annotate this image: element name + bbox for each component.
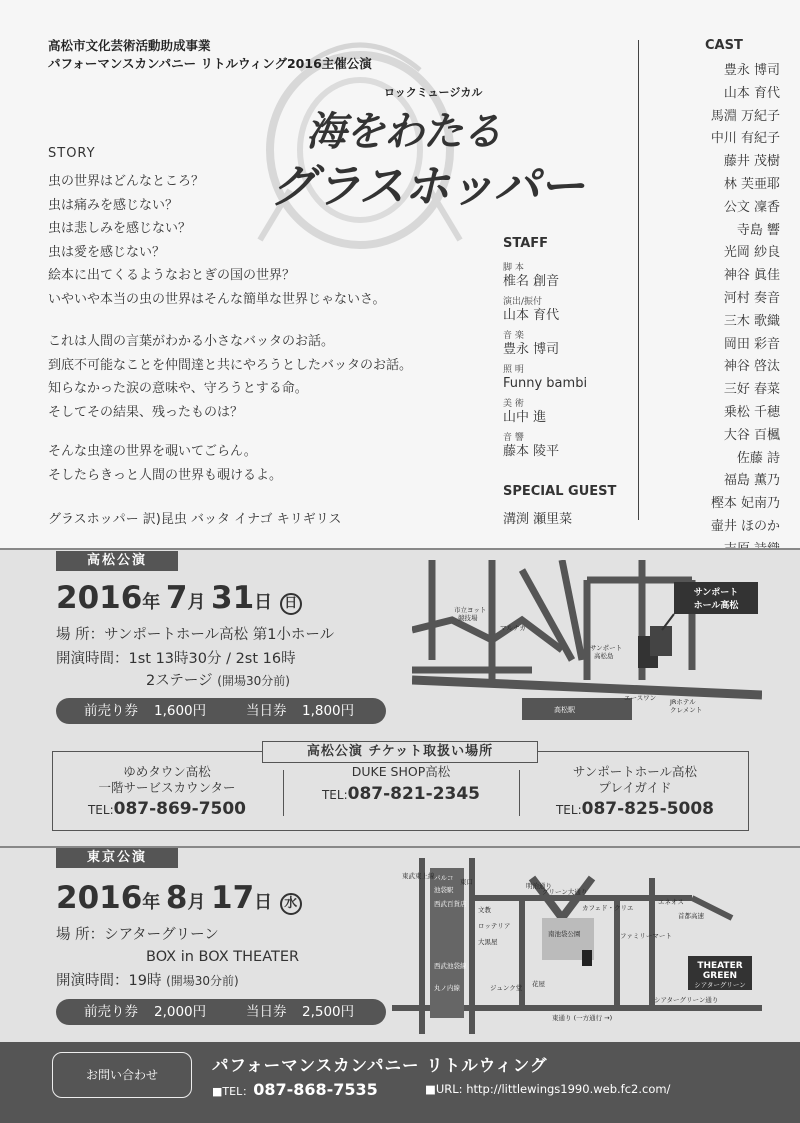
staff-name: 藤本 陵平 <box>503 444 560 459</box>
map-label: 丸ノ内線 <box>434 984 460 992</box>
outlet-name: サンポートホール高松 <box>572 764 698 779</box>
cast-member: 壷井 ほのか <box>710 518 780 534</box>
cast-member: 福島 薫乃 <box>723 473 780 489</box>
date-month-unit: 月 <box>187 892 206 913</box>
footer-url[interactable]: ■URL: http://littlewings1990.web.fc2.com/ <box>425 1082 671 1096</box>
staff-heading: STAFF <box>503 236 549 251</box>
story-line: いやいや本当の虫の世界はそんな簡単な世界じゃないさ。 <box>48 291 386 307</box>
map-label: 競技場 <box>458 614 478 622</box>
staff-role: 演出/振付 <box>503 297 543 307</box>
tokyo-venue2: BOX in BOX THEATER <box>146 949 300 965</box>
tokyo-date <box>56 880 302 916</box>
tel-number: 087-821-2345 <box>347 783 481 804</box>
map-venue-label: サンポート <box>693 588 739 598</box>
cast-member: 大谷 百楓 <box>723 427 780 443</box>
cast-member: 光岡 紗良 <box>723 245 780 261</box>
story-line: 絵本に出てくるようなおとぎの国の世界？ <box>48 268 296 284</box>
divider <box>519 770 520 816</box>
special-guest-name: 溝渕 瀬里菜 <box>503 512 573 527</box>
outlet-tel <box>521 799 749 819</box>
map-label: 池袋駅 <box>434 886 454 894</box>
cast-member: 神谷 眞佳 <box>723 268 780 284</box>
sponsor-line: 高松市文化芸術活動助成事業 <box>48 38 211 53</box>
weekday-badge: 日 <box>280 593 302 615</box>
advance-label: 前売り券 <box>84 1004 138 1020</box>
staff-role: 音 楽 <box>503 331 524 341</box>
date-month-unit: 月 <box>187 592 206 613</box>
ticket-outlets-box <box>52 751 749 831</box>
map-label: 南池袋公園 <box>548 930 581 938</box>
tel-label: ■TEL： <box>212 1085 254 1098</box>
takamatsu-venue: 場 所：サンポートホール高松 第1小ホール <box>56 627 335 643</box>
takamatsu-map <box>412 560 762 730</box>
story-line: 虫の世界はどんなところ？ <box>48 174 205 189</box>
time-value: 1st 13時30分 / 2st 16時 <box>128 651 296 667</box>
map-label: 東通り (一方通行 →) <box>552 1014 613 1022</box>
outlet-name: DUKE SHOP高松 <box>351 764 451 779</box>
organizer-line: パフォーマンスカンパニー リトルウィング2016主催公演 <box>48 56 372 71</box>
contact-button[interactable]: お問い合わせ <box>52 1052 192 1098</box>
map-label: 市立ヨット <box>454 606 487 614</box>
map-label: 高松駅 <box>554 706 575 714</box>
story-paragraph <box>48 440 478 487</box>
door-label: 当日券 <box>246 703 287 719</box>
footer-tel <box>212 1080 378 1099</box>
map-label: 花屋 <box>532 980 545 988</box>
date-month: 8 <box>165 880 188 916</box>
cast-member: 岡田 彩音 <box>723 336 780 352</box>
outlet-name-sub: プレイガイド <box>598 779 672 795</box>
tel-number: 087-825-5008 <box>581 799 715 819</box>
divider <box>283 770 284 816</box>
takamatsu-time2 <box>146 670 290 693</box>
map-label: 東武東上線 <box>402 872 435 880</box>
advance-price: 1,600円 <box>154 703 207 719</box>
time-label: 開演時間： <box>56 651 129 667</box>
story-line: 虫は愛を感じない？ <box>48 244 166 260</box>
map-label: JRホテル <box>670 698 696 706</box>
tokyo-venue: 場 所：シアターグリーン <box>56 927 219 943</box>
staff-role: 美 術 <box>503 399 524 409</box>
story-line: これは人間の言葉がわかる小さなバッタのお話。 <box>48 334 335 349</box>
map-venue-label: THEATER <box>697 961 743 971</box>
title-line1: 海をわたる <box>306 109 501 155</box>
staff-role: 音 響 <box>503 433 524 443</box>
cast-member: 寺島 響 <box>736 222 780 238</box>
door-price: 2,500円 <box>302 1004 355 1020</box>
staff-list <box>503 262 633 466</box>
date-year-unit: 年 <box>142 892 161 913</box>
map-label: エネオス <box>658 898 684 906</box>
footer-org: パフォーマンスカンパニー リトルウィング <box>212 1056 548 1075</box>
story-line: 虫は痛みを感じない？ <box>48 197 179 213</box>
map-label: 東口 <box>460 878 473 886</box>
weekday-badge: 水 <box>280 893 302 915</box>
map-label: パルコ <box>434 874 454 882</box>
staff-name: 椎名 創音 <box>503 274 560 289</box>
cast-member: 佐藤 詩 <box>736 450 780 466</box>
cast-member: 中川 有紀子 <box>710 131 780 147</box>
map-venue-label: シアターグリーン <box>694 981 746 989</box>
map-label: 高松島 <box>594 652 614 660</box>
map-label: 西武池袋線 <box>434 962 467 970</box>
advance-price: 2,000円 <box>154 1004 207 1020</box>
cast-heading: CAST <box>705 38 743 53</box>
takamatsu-price-bar <box>56 698 386 724</box>
tel-label: TEL: <box>321 787 348 802</box>
story-line: そしてその結果、残ったものは？ <box>48 404 244 420</box>
outlet-tel <box>53 799 281 819</box>
time-label: 開演時間： <box>56 973 129 989</box>
story-line: そしたらきっと人間の世界も覗けるよ。 <box>48 467 283 483</box>
staff-role: 脚 本 <box>503 263 524 273</box>
story-line: グラスホッパー 訳)昆虫 バッタ イナゴ キリギリス <box>48 512 342 527</box>
story-line: 知らなかった涙の意味や、守ろうとする命。 <box>48 381 308 397</box>
map-label: 文教 <box>478 906 491 914</box>
cast-list <box>640 60 780 584</box>
stages: 2ステージ <box>146 673 213 689</box>
staff-name: Funny bambi <box>503 376 588 391</box>
story-line: 虫は悲しみを感じない？ <box>48 221 192 237</box>
ticket-outlet <box>53 764 281 824</box>
ticket-outlet <box>521 764 749 824</box>
map-label: サンポート <box>590 644 623 652</box>
story-paragraph <box>48 170 478 312</box>
title-line2: グラスホッパー <box>270 159 584 213</box>
date-year: 2016 <box>56 580 143 616</box>
time-value: 19時 <box>128 973 162 989</box>
story-line: そんな虫達の世界を覗いてごらん。 <box>48 444 257 459</box>
tokyo-time <box>56 970 239 993</box>
date-month: 7 <box>165 580 188 616</box>
cast-member: 三木 歌織 <box>723 313 780 329</box>
date-day: 17 <box>211 880 255 916</box>
tokyo-tag: 東京公演 <box>56 848 178 868</box>
staff-name: 豊永 博司 <box>503 342 560 357</box>
map-label: 明治通り <box>526 882 552 890</box>
staff-role: 照 明 <box>503 365 524 375</box>
cast-member: 乗松 千穂 <box>723 404 780 420</box>
cast-member: 豊永 博司 <box>723 63 780 78</box>
cast-member: 山本 育代 <box>723 85 780 101</box>
date-day-unit: 日 <box>254 892 273 913</box>
staff-name: 山中 進 <box>503 410 547 425</box>
story-heading: STORY <box>48 146 96 161</box>
advance-label: 前売り券 <box>84 703 138 719</box>
map-venue-label: GREEN <box>702 971 738 981</box>
special-guest-heading: SPECIAL GUEST <box>503 484 617 499</box>
outlet-tel <box>285 784 517 804</box>
tel-number: 087-868-7535 <box>253 1080 378 1099</box>
map-label: シアターグリーン通り <box>654 996 719 1004</box>
map-label: ファミリーマート <box>620 932 672 940</box>
tel-label: TEL: <box>87 803 114 817</box>
genre-subtitle: ロックミュージカル <box>384 86 483 99</box>
takamatsu-date <box>56 580 302 616</box>
cast-member: 林 芙亜耶 <box>723 176 780 192</box>
tokyo-map <box>392 858 762 1034</box>
staff-name: 山本 育代 <box>503 308 560 323</box>
open-note: (開場30分前) <box>217 674 290 688</box>
tel-label: TEL: <box>555 803 582 817</box>
map-label: カフェド・クリエ <box>582 904 634 912</box>
map-label: グリーン大通り <box>542 888 588 896</box>
outlet-name-sub: 一階サービスカウンター <box>98 779 236 795</box>
story-line: 到底不可能なことを仲間達と共にやろうとしたバッタのお話。 <box>48 357 413 373</box>
divider <box>638 40 639 520</box>
ticket-outlet <box>285 764 517 824</box>
story-paragraph <box>48 330 478 424</box>
map-label: 西武百貨店 <box>434 900 467 908</box>
date-year-unit: 年 <box>142 592 161 613</box>
map-label: ロッテリア <box>478 922 511 930</box>
map-venue-label: ホール高松 <box>693 601 739 611</box>
date-day-unit: 日 <box>254 592 273 613</box>
door-label: 当日券 <box>246 1004 287 1020</box>
takamatsu-time <box>56 648 296 671</box>
ticket-outlets-heading: 高松公演 チケット取扱い場所 <box>262 741 538 763</box>
tel-number: 087-869-7500 <box>113 799 247 819</box>
map-label: ジュンク堂 <box>490 984 523 992</box>
door-price: 1,800円 <box>302 703 355 719</box>
cast-member: 神谷 啓汰 <box>723 359 780 375</box>
cast-member: 公文 凜香 <box>723 199 780 215</box>
date-year: 2016 <box>56 880 143 916</box>
date-day: 31 <box>211 580 255 616</box>
cast-member: 河村 奏音 <box>723 290 780 306</box>
story-note <box>48 508 478 532</box>
map-label: マルナカ <box>500 624 526 632</box>
open-note: (開場30分前) <box>166 974 239 988</box>
map-label: クレメント <box>670 706 703 714</box>
cast-member: 藤井 茂樹 <box>723 154 780 170</box>
takamatsu-tag: 高松公演 <box>56 551 178 571</box>
map-label: 首都高速 <box>678 912 704 920</box>
cast-member: 馬淵 万紀子 <box>710 108 780 124</box>
outlet-name: ゆめタウン高松 <box>123 764 211 779</box>
cast-member: 三好 春菜 <box>723 382 780 398</box>
map-label: 大黒屋 <box>478 938 498 946</box>
map-label: エースワン <box>624 694 657 702</box>
cast-member: 樫本 妃南乃 <box>710 496 780 512</box>
tokyo-price-bar <box>56 999 386 1025</box>
